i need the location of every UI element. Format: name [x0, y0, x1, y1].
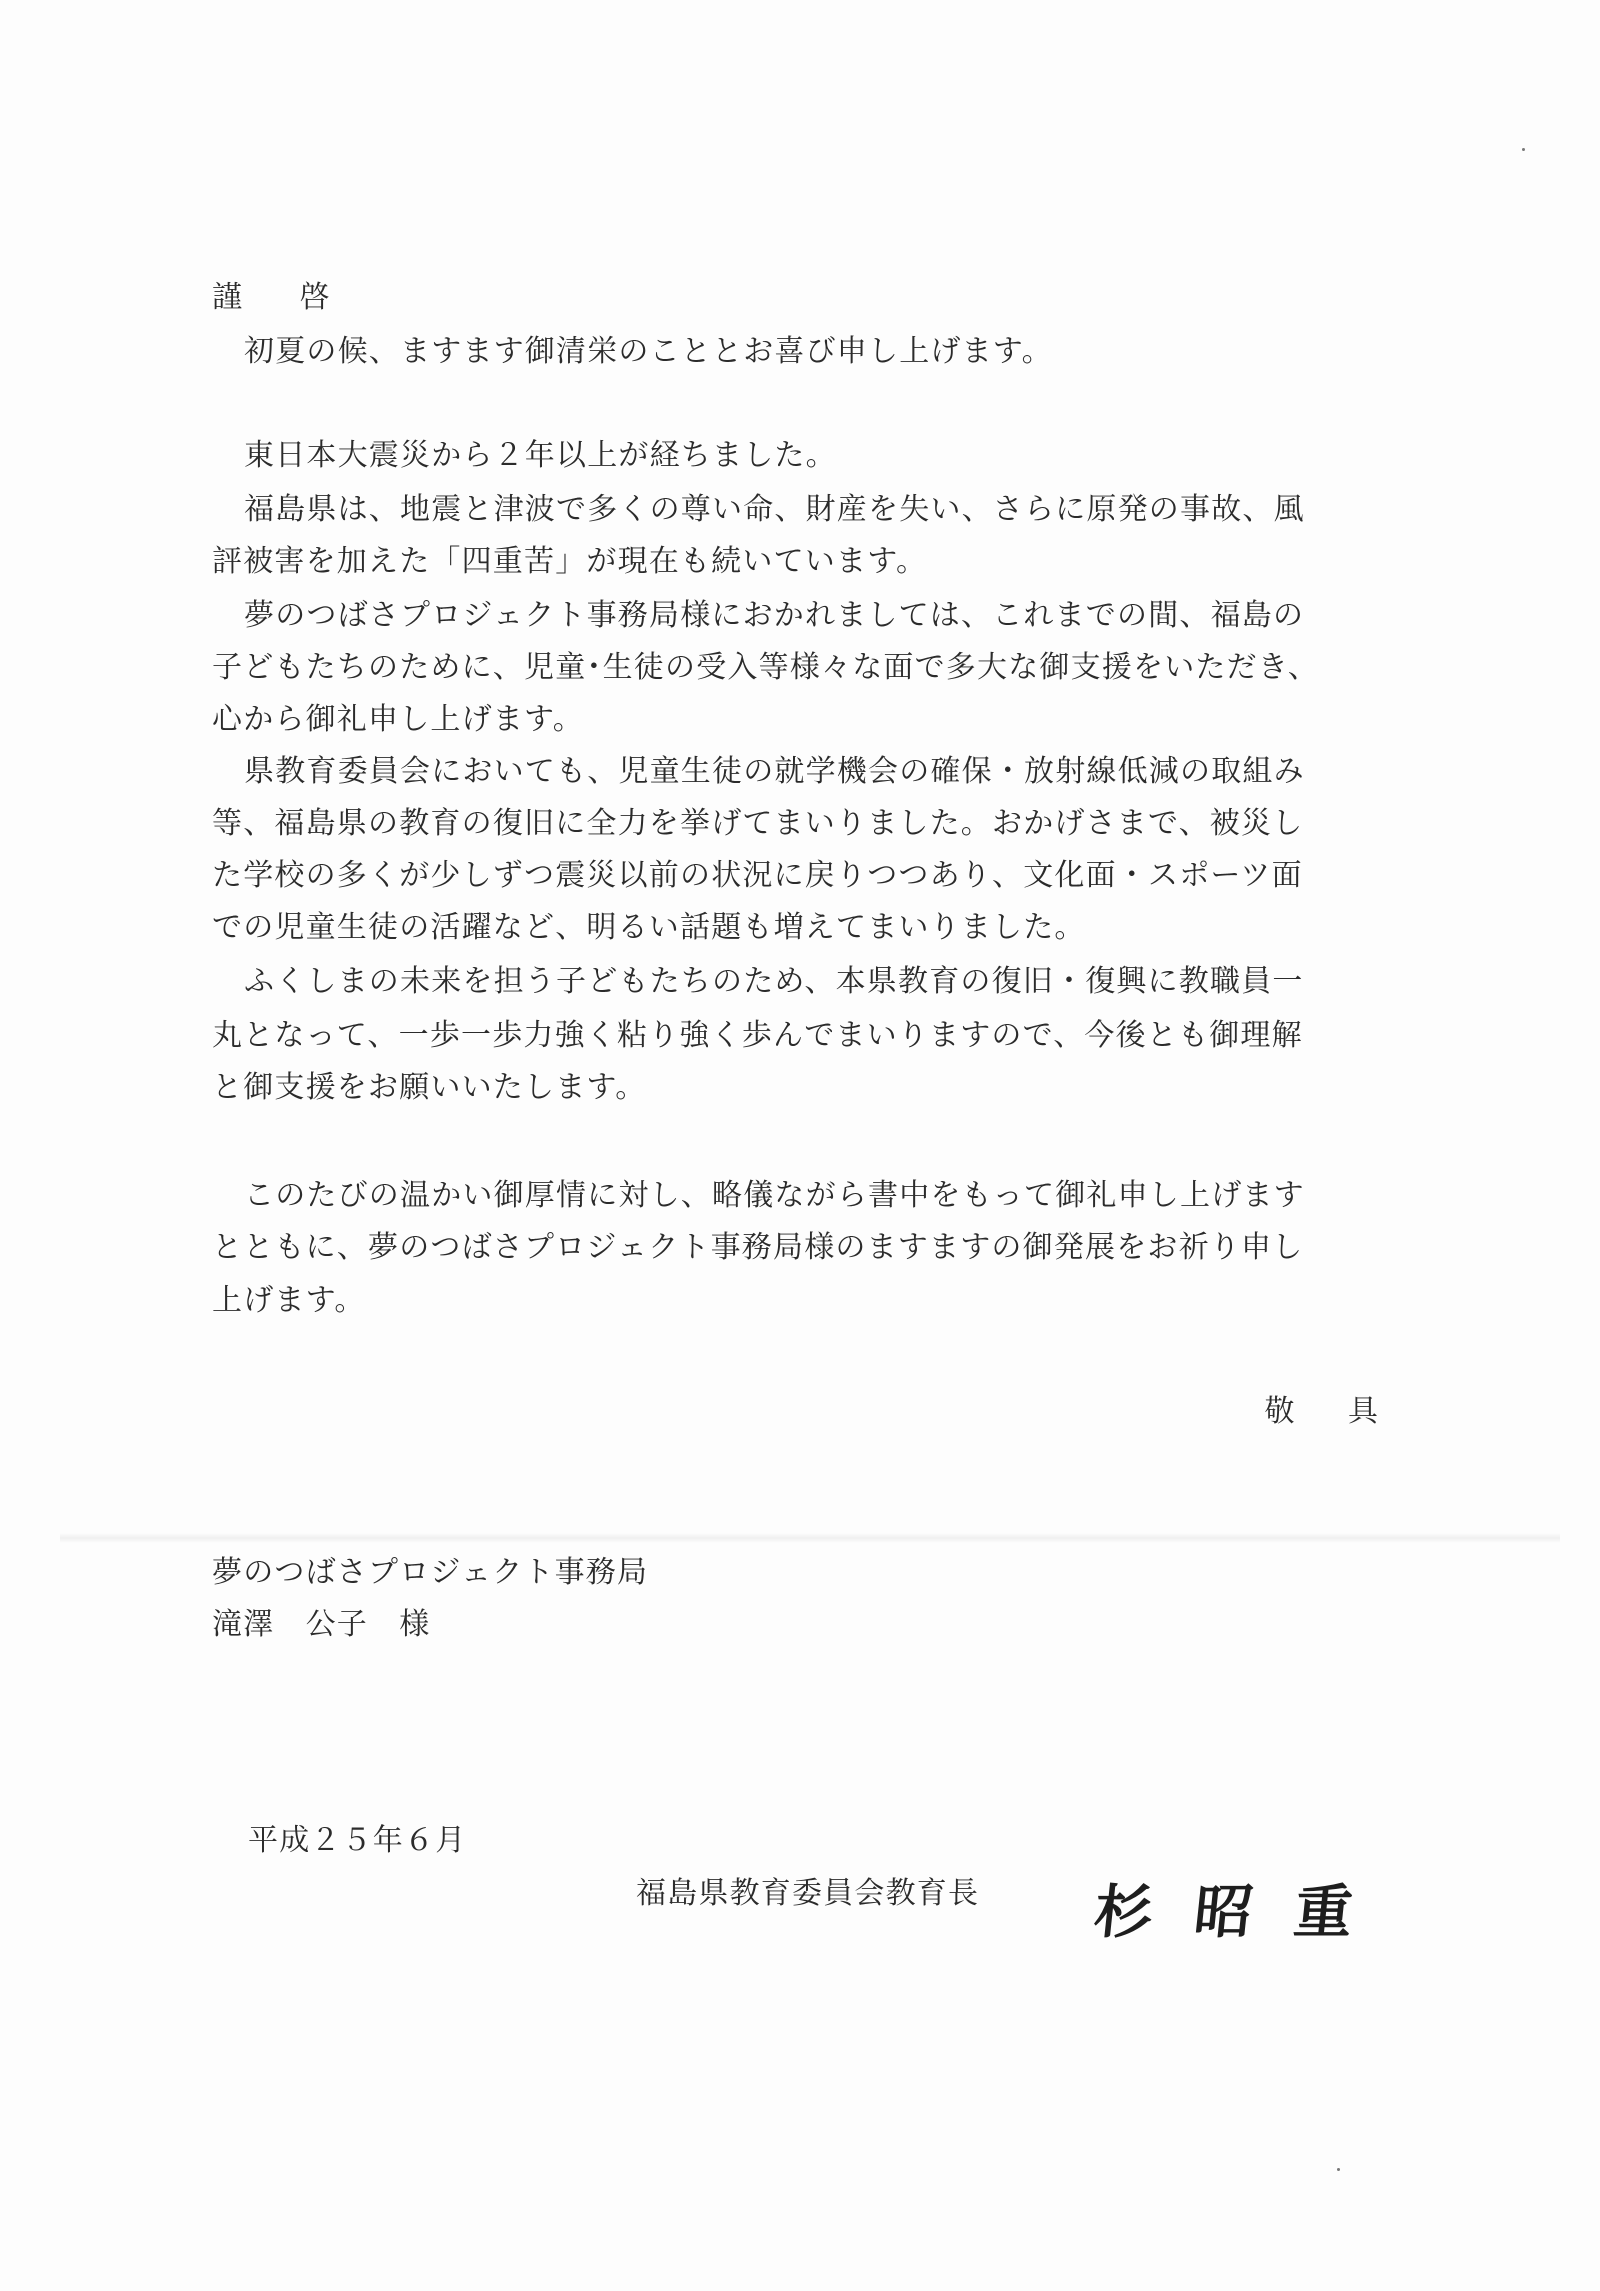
body-line: 福島県は、地震と津波で多くの尊い命、財産を失い、さらに原発の事故、風 — [244, 492, 1305, 527]
body-line: と御支援をお願いいたします。 — [212, 1070, 647, 1105]
closing-line: このたびの温かい御厚情に対し、略儀ながら書中をもって御礼申し上げます — [244, 1178, 1305, 1213]
body-line: 評被害を加えた「四重苦」が現在も続いています。 — [212, 544, 928, 579]
body-line: 子どもたちのために、児童･生徒の受入等様々な面で多大な御支援をいただき、 — [212, 650, 1319, 685]
scan-fold-shadow — [60, 1533, 1560, 1543]
body-line: 東日本大震災から２年以上が経ちました。 — [244, 438, 837, 473]
sender-title: 福島県教育委員会教育長 — [636, 1876, 980, 1911]
closing-line: 上げます。 — [212, 1283, 366, 1318]
body-line: 県教育委員会においても、児童生徒の就学機会の確保・放射線低減の取組み — [244, 754, 1305, 789]
letter-greeting: 初夏の候、ますます御清栄のこととお喜び申し上げます。 — [244, 334, 1053, 369]
letter-closing-word: 敬 具 — [1264, 1394, 1400, 1429]
body-line: た学校の多くが少しずつ震災以前の状況に戻りつつあり、文化面・スポーツ面 — [212, 858, 1303, 893]
body-line: での児童生徒の活躍など、明るい話題も増えてまいりました。 — [212, 910, 1086, 945]
body-line: 等、福島県の教育の復旧に全力を挙げてまいりました。おかげさまで、被災し — [212, 806, 1304, 841]
body-line: 丸となって、一歩一歩力強く粘り強く歩んでまいりますので、今後とも御理解 — [212, 1018, 1303, 1053]
letter-opening: 謹 啓 — [212, 280, 354, 315]
scan-speck — [1337, 2168, 1340, 2171]
scan-speck — [1522, 148, 1525, 151]
body-line: ふくしまの未来を担う子どもたちのため、本県教育の復旧・復興に教職員一 — [244, 964, 1304, 999]
body-line: 心から御礼申し上げます。 — [212, 702, 584, 737]
handwritten-signature: 杉昭重 — [1090, 1878, 1399, 1946]
closing-line: とともに、夢のつばさプロジェクト事務局様のますますの御発展をお祈り申し — [212, 1230, 1304, 1265]
recipient-name: 滝澤 公子 様 — [212, 1607, 431, 1642]
recipient-organization: 夢のつばさプロジェクト事務局 — [212, 1555, 649, 1590]
body-line: 夢のつばさプロジェクト事務局様におかれましては、これまでの間、福島の — [244, 598, 1305, 633]
letter-date: 平成２５年６月 — [248, 1823, 467, 1858]
